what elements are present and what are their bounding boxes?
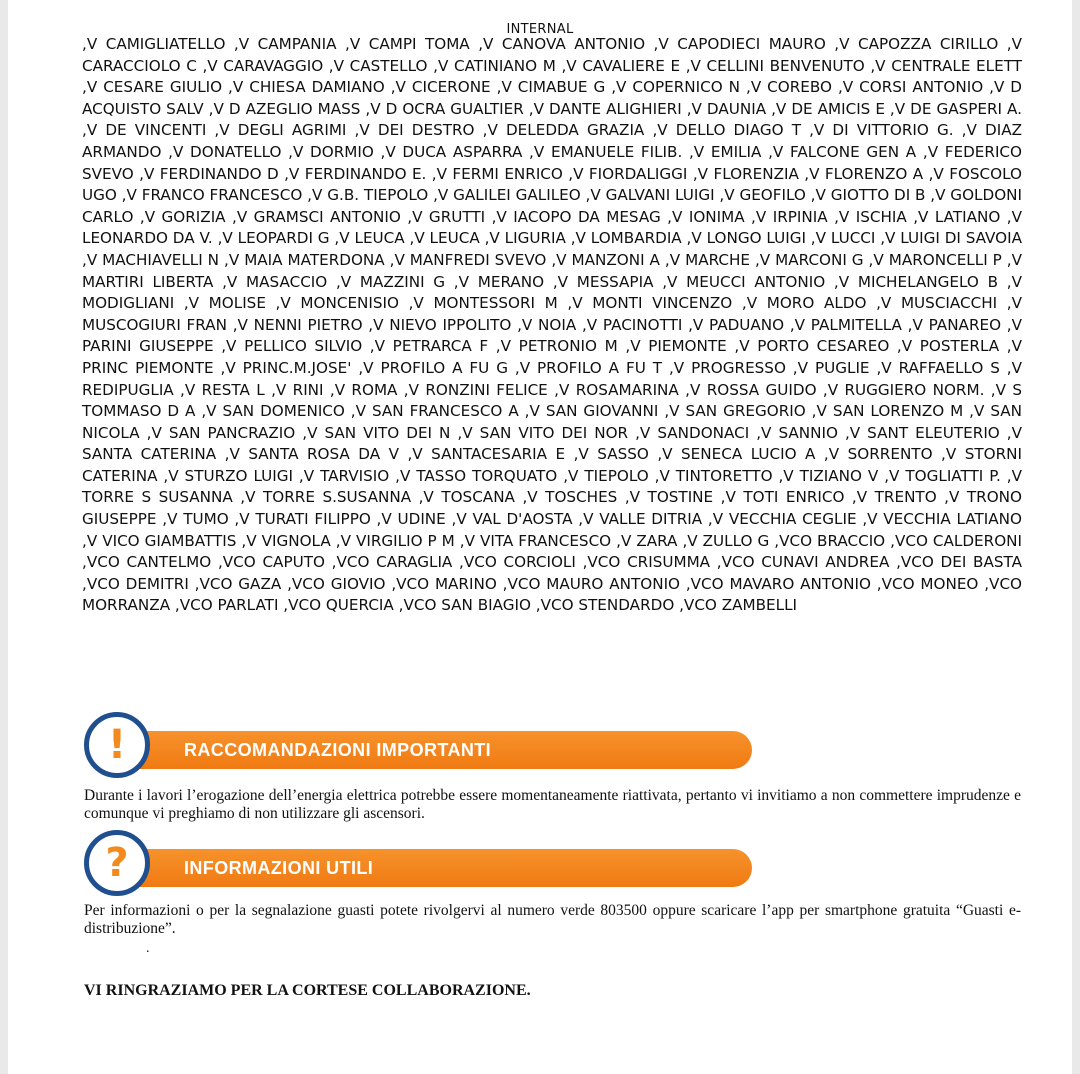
recommendations-text: Durante i lavori l’erogazione dell’energia elettrica potrebbe essere momentaneamente riattivata, pertanto vi invitiamo a non commettere imprudenze e comunque vi preghiamo di non utilizzare gli ascensori. bbox=[84, 787, 1021, 822]
stray-dot: . bbox=[146, 941, 150, 956]
recommendations-banner bbox=[84, 722, 764, 770]
question-icon: ? bbox=[84, 830, 150, 896]
closing-statement: VI RINGRAZIAMO PER LA CORTESE COLLABORAZIONE. bbox=[84, 982, 531, 999]
exclamation-icon: ! bbox=[84, 712, 150, 778]
info-text: Per informazioni o per la segnalazione guasti potete rivolgervi al numero verde 803500 oppure scaricare l’app per smartphone gratuita “Guasti e-distribuzione”. bbox=[84, 902, 1021, 937]
recommendations-title: RACCOMANDAZIONI IMPORTANTI bbox=[184, 740, 492, 760]
info-title: INFORMAZIONI UTILI bbox=[184, 858, 374, 878]
classification-label: INTERNAL bbox=[506, 22, 574, 37]
info-banner bbox=[84, 840, 764, 888]
street-list: ,V CAMIGLIATELLO ,V CAMPANIA ,V CAMPI TOMA ,V CANOVA ANTONIO ,V CAPODIECI MAURO ,V CAPOZZA CIRILLO ,V CARACCIOLO C ,V CARAVAGGIO ,V CASTELLO ,V CATINIANO M ,V CAVALIERE E ,V CELLINI BENVENUTO ,V CENTRALE ELETT ,V CESARE GIULIO ,V CHIESA DAMIANO ,V CICERONE ,V CIMABUE G ,V COPERNICO N ,V COREBO ,V CORSI ANTONIO ,V D ACQUISTO SALV ,V D AZEGLIO MASS ,V D OCRA GUALTIER ,V DANTE ALIGHIERI ,V DAUNIA ,V DE AMICIS E ,V DE GASPERI A. ,V DE VINCENTI ,V DEGLI AGRIMI ,V DEI DESTRO ,V DELEDDA GRAZIA ,V DELLO DIAGO T ,V DI VITTORIO G. ,V DIAZ ARMANDO ,V DONATELLO ,V DORMIO ,V DUCA ASPARRA ,V EMANUELE FILIB. ,V EMILIA ,V FALCONE GEN A ,V FEDERICO SVEVO ,V FERDINANDO D ,V FERDINANDO E. ,V FERMI ENRICO ,V FIORDALIGGI ,V FLORENZIA ,V FLORENZO A ,V FOSCOLO UGO ,V FRANCO FRANCESCO ,V G.B. TIEPOLO ,V GALILEI GALILEO ,V GALVANI LUIGI ,V GEOFILO ,V GIOTTO DI B ,V GOLDONI CARLO ,V GORIZIA ,V GRAMSCI ANTONIO ,V GRUTTI ,V IACOPO DA MESAG ,V IONIMA ,V IRPINIA ,V ISCHIA ,V LATIANO ,V LEONARDO DA V. ,V LEOPARDI G ,V LEUCA ,V LEUCA ,V LIGURIA ,V LOMBARDIA ,V LONGO LUIGI ,V LUCCI ,V LUIGI DI SAVOIA ,V MACHIAVELLI N ,V MAIA MATERDONA ,V MANFREDI SVEVO ,V MANZONI A ,V MARCHE ,V MARCONI G ,V MARONCELLI P ,V MARTIRI LIBERTA ,V MASACCIO ,V MAZZINI G ,V MERANO ,V MESSAPIA ,V MEUCCI ANTONIO ,V MICHELANGELO B ,V MODIGLIANI ,V MOLISE ,V MONCENISIO ,V MONTESSORI M ,V MONTI VINCENZO ,V MORO ALDO ,V MUSCIACCHI ,V MUSCOGIURI FRAN ,V NENNI PIETRO ,V NIEVO IPPOLITO ,V NOIA ,V PACINOTTI ,V PADUANO ,V PALMITELLA ,V PANAREO ,V PARINI GIUSEPPE ,V PELLICO SILVIO ,V PETRARCA F ,V PETRONIO M ,V PIEMONTE ,V PORTO CESAREO ,V POSTERLA ,V PRINC PIEMONTE ,V PRINC.M.JOSE' ,V PROFILO A FU G ,V PROFILO A FU T ,V PROGRESSO ,V PUGLIE ,V RAFFAELLO S ,V REDIPUGLIA ,V RESTA L ,V RINI ,V ROMA ,V RONZINI FELICE ,V ROSAMARINA ,V ROSSA GUIDO ,V RUGGIERO NORM. ,V S TOMMASO D A ,V SAN DOMENICO ,V SAN FRANCESCO A ,V SAN GIOVANNI ,V SAN GREGORIO ,V SAN LORENZO M ,V SAN NICOLA ,V SAN PANCRAZIO ,V SAN VITO DEI N ,V SAN VITO DEI NOR ,V SANDONACI ,V SANNIO ,V SANT ELEUTERIO ,V SANTA CATERINA ,V SANTA ROSA DA V ,V SANTACESARIA E ,V SASSO ,V SENECA LUCIO A ,V SORRENTO ,V STORNI CATERINA ,V STURZO LUIGI ,V TARVISIO ,V TASSO TORQUATO ,V TIEPOLO ,V TINTORETTO ,V TIZIANO V ,V TOGLIATTI P. ,V TORRE S SUSANNA ,V TORRE S.SUSANNA ,V TOSCANA ,V TOSCHES ,V TOSTINE ,V TOTI ENRICO ,V TRENTO ,V TRONO GIUSEPPE ,V TUMO ,V TURATI FILIPPO ,V UDINE ,V VAL D'AOSTA ,V VALLE DITRIA ,V VECCHIA CEGLIE ,V VECCHIA LATIANO ,V VICO GIAMBATTIS ,V VIGNOLA ,V VIRGILIO P M ,V VITA FRANCESCO ,V ZARA ,V ZULLO G ,VCO BRACCIO ,VCO CALDERONI ,VCO CANTELMO ,VCO CAPUTO ,VCO CARAGLIA ,VCO CORCIOLI ,VCO CRISUMMA ,VCO CUNAVI ANDREA ,VCO DEI BASTA ,VCO DEMITRI ,VCO GAZA ,VCO GIOVIO ,VCO MARINO ,VCO MAURO ANTONIO ,VCO MAVARO ANTONIO ,VCO MONEO ,VCO MORRANZA ,VCO PARLATI ,VCO QUERCIA ,VCO SAN BIAGIO ,VCO STENDARDO ,VCO ZAMBELLI bbox=[82, 35, 1022, 615]
